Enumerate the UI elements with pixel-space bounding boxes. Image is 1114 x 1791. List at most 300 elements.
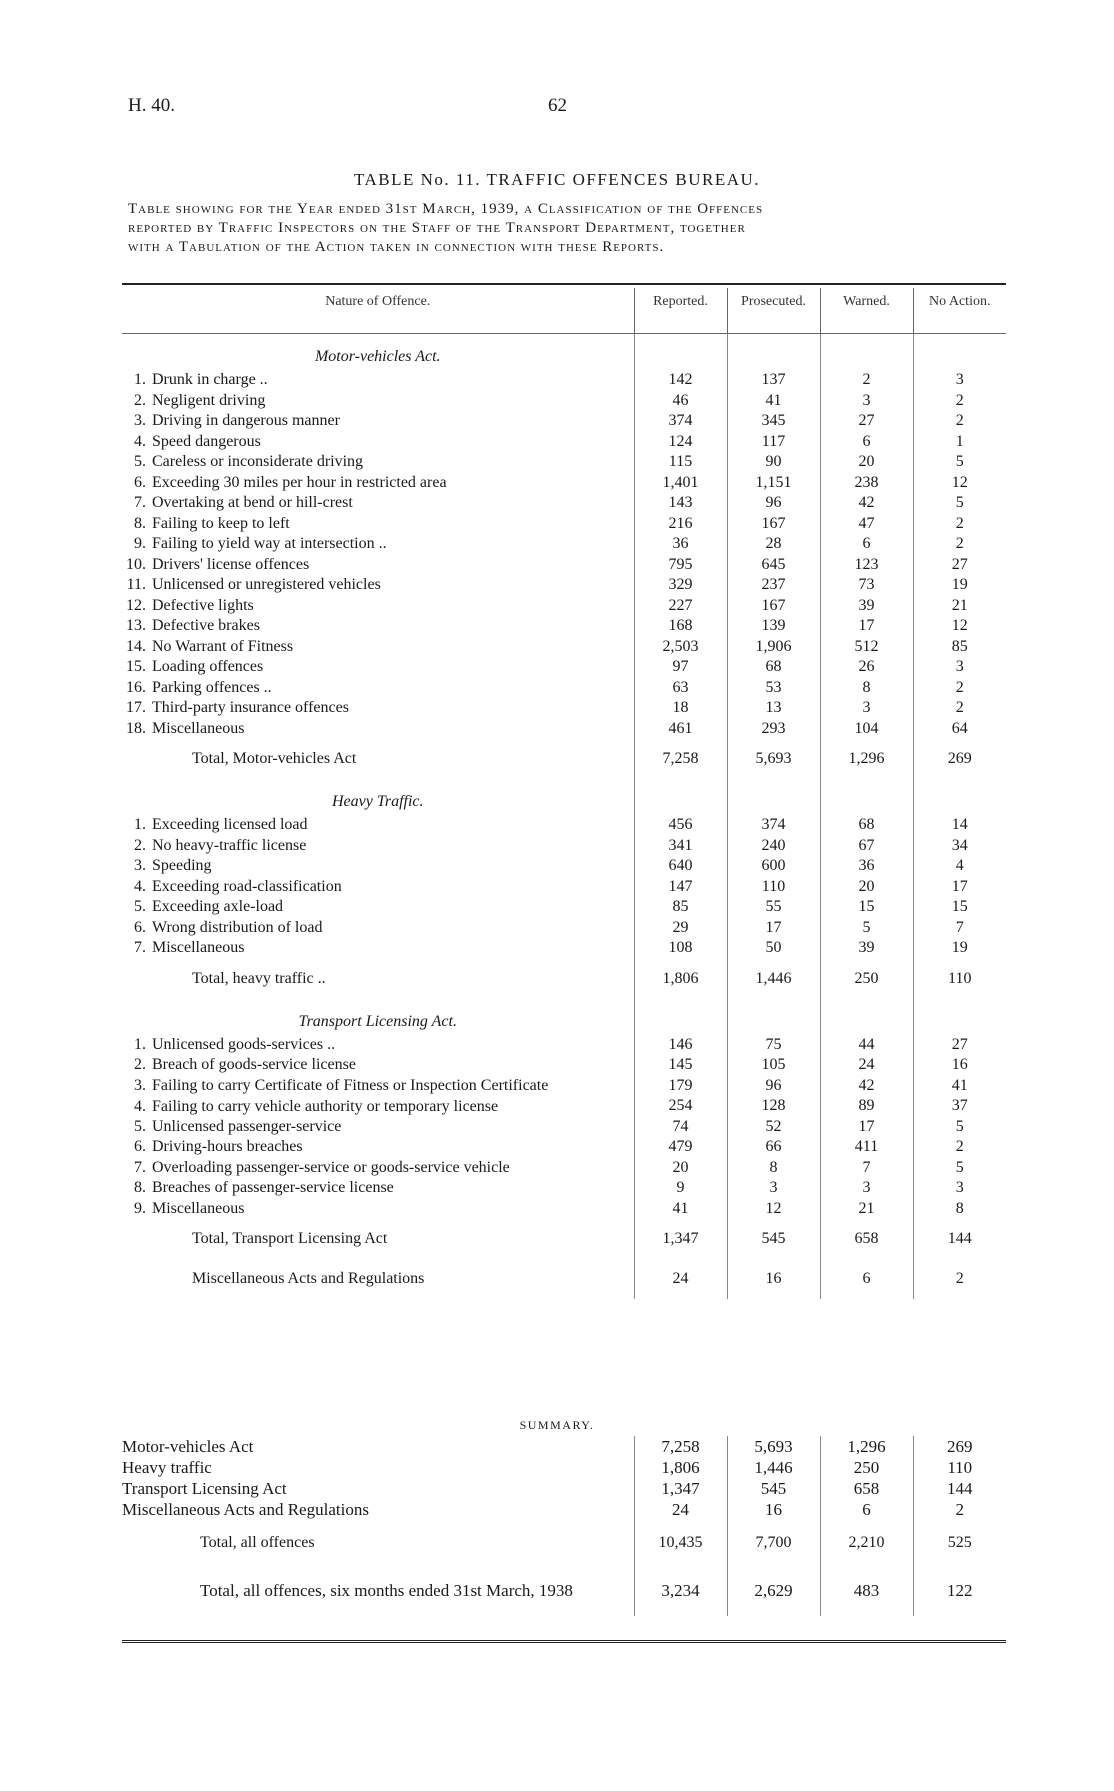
misc-no-action: 2 — [913, 1259, 1006, 1299]
reported-value: 640 — [634, 856, 727, 877]
empty-cell — [634, 779, 727, 815]
section-total-row — [122, 959, 1006, 999]
offence-label: Loading offences — [152, 658, 264, 676]
row-number: 5. — [134, 898, 146, 916]
row-number: 14. — [126, 637, 146, 655]
reported-value: 795 — [634, 555, 727, 576]
row-number: 4. — [134, 1097, 146, 1115]
reported-value: 227 — [634, 596, 727, 617]
warned-value: 3 — [820, 698, 913, 719]
summary-reported: 7,258 — [634, 1436, 727, 1457]
empty-cell — [727, 334, 820, 371]
summary-no-action: 110 — [913, 1457, 1006, 1478]
empty-cell — [913, 779, 1006, 815]
table-row — [122, 657, 1006, 678]
row-number: 2. — [134, 836, 146, 854]
reported-value: 142 — [634, 370, 727, 391]
prosecuted-value: 110 — [727, 877, 820, 898]
row-number: 1. — [134, 371, 146, 389]
summary-reported: 1,806 — [634, 1457, 727, 1478]
offence-cell — [122, 1035, 634, 1056]
warned-value: 15 — [820, 897, 913, 918]
row-number: 12. — [126, 596, 146, 614]
no-action-value: 2 — [913, 514, 1006, 535]
offence-label: Driving-hours breaches — [152, 1138, 303, 1156]
warned-value: 47 — [820, 514, 913, 535]
reported-value: 374 — [634, 411, 727, 432]
summary-total-reported: 3,234 — [634, 1564, 727, 1616]
offence-cell — [122, 1117, 634, 1138]
summary-no-action: 269 — [913, 1436, 1006, 1457]
reported-value: 341 — [634, 836, 727, 857]
total-no-action: 110 — [913, 959, 1006, 999]
summary-prosecuted: 545 — [727, 1478, 820, 1499]
table-row — [122, 877, 1006, 898]
warned-value: 6 — [820, 534, 913, 555]
summary-no-action: 2 — [913, 1499, 1006, 1520]
total-label: Total, Motor-vehicles Act — [192, 750, 357, 767]
empty-cell — [820, 999, 913, 1035]
column-header-no-action: No Action. — [913, 288, 1006, 334]
reported-value: 85 — [634, 897, 727, 918]
prosecuted-value: 345 — [727, 411, 820, 432]
table-row — [122, 575, 1006, 596]
warned-value: 123 — [820, 555, 913, 576]
offence-label: Exceeding licensed load — [152, 816, 308, 834]
warned-value: 42 — [820, 1076, 913, 1097]
prosecuted-value: 1,906 — [727, 637, 820, 658]
table-row — [122, 815, 1006, 836]
offence-cell — [122, 391, 634, 412]
reported-value: 479 — [634, 1137, 727, 1158]
prosecuted-value: 75 — [727, 1035, 820, 1056]
no-action-value: 37 — [913, 1096, 1006, 1117]
table-row — [122, 473, 1006, 494]
page-header — [128, 95, 1008, 119]
empty-cell — [634, 334, 727, 371]
offence-label: Exceeding axle-load — [152, 898, 284, 916]
row-number: 7. — [134, 494, 146, 512]
no-action-value: 2 — [913, 678, 1006, 699]
offence-label: Parking offences .. — [152, 678, 272, 696]
warned-value: 73 — [820, 575, 913, 596]
warned-value: 89 — [820, 1096, 913, 1117]
misc-prosecuted: 16 — [727, 1259, 820, 1299]
reported-value: 97 — [634, 657, 727, 678]
no-action-value: 14 — [913, 815, 1006, 836]
offence-label: Speed dangerous — [152, 432, 261, 450]
no-action-value: 27 — [913, 555, 1006, 576]
offence-label: No Warrant of Fitness — [152, 637, 294, 655]
prosecuted-value: 8 — [727, 1158, 820, 1179]
warned-value: 3 — [820, 391, 913, 412]
prosecuted-value: 96 — [727, 493, 820, 514]
reported-value: 461 — [634, 719, 727, 740]
offences-body — [122, 334, 1006, 1300]
warned-value: 5 — [820, 918, 913, 939]
no-action-value: 85 — [913, 637, 1006, 658]
reported-value: 1,401 — [634, 473, 727, 494]
empty-cell — [820, 334, 913, 371]
no-action-value: 5 — [913, 452, 1006, 473]
summary-total-row — [122, 1520, 1006, 1564]
row-number: 2. — [134, 1056, 146, 1074]
warned-value: 20 — [820, 452, 913, 473]
prosecuted-value: 90 — [727, 452, 820, 473]
reported-value: 46 — [634, 391, 727, 412]
misc-reported: 24 — [634, 1259, 727, 1299]
no-action-value: 21 — [913, 596, 1006, 617]
summary-reported: 24 — [634, 1499, 727, 1520]
summary-heading: SUMMARY. — [519, 1418, 595, 1432]
offence-cell — [122, 514, 634, 535]
table-row — [122, 555, 1006, 576]
row-number: 3. — [134, 412, 146, 430]
warned-value: 26 — [820, 657, 913, 678]
warned-value: 42 — [820, 493, 913, 514]
warned-value: 39 — [820, 596, 913, 617]
prosecuted-value: 96 — [727, 1076, 820, 1097]
offences-table — [122, 288, 1006, 1299]
warned-value: 27 — [820, 411, 913, 432]
prosecuted-value: 28 — [727, 534, 820, 555]
table-row — [122, 452, 1006, 473]
table-row — [122, 514, 1006, 535]
prosecuted-value: 55 — [727, 897, 820, 918]
section-heading: Heavy Traffic. — [331, 793, 424, 810]
total-reported: 1,347 — [634, 1219, 727, 1259]
offence-label: Defective brakes — [152, 617, 260, 635]
prosecuted-value: 12 — [727, 1199, 820, 1220]
warned-value: 6 — [820, 432, 913, 453]
table-row — [122, 1055, 1006, 1076]
no-action-value: 2 — [913, 698, 1006, 719]
row-number: 5. — [134, 1117, 146, 1135]
reported-value: 146 — [634, 1035, 727, 1056]
summary-prosecuted: 5,693 — [727, 1436, 820, 1457]
bottom-rule — [122, 1640, 1006, 1643]
prosecuted-value: 237 — [727, 575, 820, 596]
summary-total-reported: 10,435 — [634, 1520, 727, 1564]
no-action-value: 2 — [913, 411, 1006, 432]
no-action-value: 15 — [913, 897, 1006, 918]
reported-value: 18 — [634, 698, 727, 719]
table-row — [122, 1076, 1006, 1097]
total-reported: 1,806 — [634, 959, 727, 999]
table-row — [122, 1137, 1006, 1158]
six-month-total-row — [122, 1564, 1006, 1616]
reported-value: 74 — [634, 1117, 727, 1138]
warned-value: 512 — [820, 637, 913, 658]
table-row — [122, 596, 1006, 617]
row-number: 8. — [134, 514, 146, 532]
row-number: 18. — [126, 719, 146, 737]
summary-prosecuted: 1,446 — [727, 1457, 820, 1478]
warned-value: 68 — [820, 815, 913, 836]
warned-value: 20 — [820, 877, 913, 898]
no-action-value: 64 — [913, 719, 1006, 740]
reported-value: 63 — [634, 678, 727, 699]
row-number: 13. — [126, 617, 146, 635]
empty-cell — [820, 779, 913, 815]
offence-cell — [122, 432, 634, 453]
reported-value: 36 — [634, 534, 727, 555]
offence-label: Driving in dangerous manner — [152, 412, 340, 430]
no-action-value: 34 — [913, 836, 1006, 857]
section-total-row — [122, 1219, 1006, 1259]
offence-label: Speeding — [152, 857, 212, 875]
row-number: 9. — [134, 1199, 146, 1217]
summary-row — [122, 1436, 1006, 1457]
misc-acts-label: Miscellaneous Acts and Regulations — [192, 1270, 425, 1287]
top-rule — [122, 283, 1006, 285]
row-number: 9. — [134, 535, 146, 553]
column-header-prosecuted: Prosecuted. — [727, 288, 820, 334]
prosecuted-value: 600 — [727, 856, 820, 877]
prosecuted-value: 17 — [727, 918, 820, 939]
total-prosecuted: 5,693 — [727, 739, 820, 779]
reported-value: 29 — [634, 918, 727, 939]
warned-value: 238 — [820, 473, 913, 494]
offence-cell — [122, 616, 634, 637]
prosecuted-value: 645 — [727, 555, 820, 576]
offence-label: Miscellaneous — [152, 1199, 245, 1217]
total-no-action: 269 — [913, 739, 1006, 779]
reported-value: 254 — [634, 1096, 727, 1117]
row-number: 6. — [134, 918, 146, 936]
offence-label: Drunk in charge .. — [152, 371, 268, 389]
table-row — [122, 1117, 1006, 1138]
row-number: 16. — [126, 678, 146, 696]
no-action-value: 1 — [913, 432, 1006, 453]
column-header-reported: Reported. — [634, 288, 727, 334]
offence-label: Failing to yield way at intersection .. — [152, 535, 387, 553]
warned-value: 2 — [820, 370, 913, 391]
empty-cell — [727, 999, 820, 1035]
offence-cell — [122, 1137, 634, 1158]
no-action-value: 5 — [913, 493, 1006, 514]
section-heading: Motor-vehicles Act. — [314, 348, 441, 365]
no-action-value: 2 — [913, 1137, 1006, 1158]
no-action-value: 3 — [913, 1178, 1006, 1199]
prosecuted-value: 68 — [727, 657, 820, 678]
row-number: 11. — [126, 576, 146, 594]
offence-cell — [122, 719, 634, 740]
no-action-value: 12 — [913, 616, 1006, 637]
offence-label: Drivers' license offences — [152, 555, 310, 573]
section-heading-row — [122, 334, 1006, 371]
table-row — [122, 678, 1006, 699]
prosecuted-value: 52 — [727, 1117, 820, 1138]
warned-value: 3 — [820, 1178, 913, 1199]
table-row — [122, 432, 1006, 453]
table-row — [122, 616, 1006, 637]
offence-cell — [122, 698, 634, 719]
offence-label: Failing to carry vehicle authority or temporary license — [152, 1097, 499, 1115]
offence-cell — [122, 815, 634, 836]
row-number: 6. — [134, 1138, 146, 1156]
offence-cell — [122, 411, 634, 432]
misc-acts-row — [122, 1259, 1006, 1299]
summary-prosecuted: 16 — [727, 1499, 820, 1520]
offence-cell — [122, 1076, 634, 1097]
prosecuted-value: 41 — [727, 391, 820, 412]
summary-row — [122, 1478, 1006, 1499]
row-number: 10. — [126, 555, 146, 573]
prosecuted-value: 3 — [727, 1178, 820, 1199]
offence-label: Failing to carry Certificate of Fitness or Inspection Certificate — [152, 1077, 549, 1095]
table-row — [122, 938, 1006, 959]
prosecuted-value: 66 — [727, 1137, 820, 1158]
summary-row — [122, 1499, 1006, 1520]
total-reported: 7,258 — [634, 739, 727, 779]
summary-reported: 1,347 — [634, 1478, 727, 1499]
row-number: 4. — [134, 432, 146, 450]
table-row — [122, 897, 1006, 918]
no-action-value: 8 — [913, 1199, 1006, 1220]
table-row — [122, 493, 1006, 514]
summary-label: Miscellaneous Acts and Regulations — [122, 1500, 369, 1519]
offence-cell — [122, 493, 634, 514]
offence-cell — [122, 1158, 634, 1179]
summary-warned: 250 — [820, 1457, 913, 1478]
row-number: 15. — [126, 658, 146, 676]
no-action-value: 17 — [913, 877, 1006, 898]
row-number: 7. — [134, 939, 146, 957]
reported-value: 41 — [634, 1199, 727, 1220]
summary-total-prosecuted: 2,629 — [727, 1564, 820, 1616]
warned-value: 411 — [820, 1137, 913, 1158]
summary-total-label: Total, all offences — [200, 1533, 315, 1551]
description-line: Table showing for the Year ended 31st March, 1939, a Classification of the Offences — [128, 201, 764, 217]
offence-label: Negligent driving — [152, 391, 266, 409]
warned-value: 104 — [820, 719, 913, 740]
section-heading-row — [122, 999, 1006, 1035]
no-action-value: 5 — [913, 1117, 1006, 1138]
prosecuted-value: 50 — [727, 938, 820, 959]
table-row — [122, 836, 1006, 857]
offence-label: Overloading passenger-service or goods-service vehicle — [152, 1159, 510, 1177]
row-number: 3. — [134, 1077, 146, 1095]
no-action-value: 12 — [913, 473, 1006, 494]
total-warned: 250 — [820, 959, 913, 999]
offence-cell — [122, 678, 634, 699]
prosecuted-value: 1,151 — [727, 473, 820, 494]
empty-cell — [913, 999, 1006, 1035]
offence-cell — [122, 1178, 634, 1199]
offence-cell — [122, 575, 634, 596]
total-label: Total, Transport Licensing Act — [192, 1230, 388, 1247]
total-label: Total, heavy traffic .. — [192, 969, 326, 987]
table-row — [122, 1178, 1006, 1199]
reported-value: 456 — [634, 815, 727, 836]
offence-cell — [122, 938, 634, 959]
reported-value: 2,503 — [634, 637, 727, 658]
table-row — [122, 370, 1006, 391]
row-number: 6. — [134, 473, 146, 491]
summary-total-warned: 2,210 — [820, 1520, 913, 1564]
no-action-value: 7 — [913, 918, 1006, 939]
row-number: 4. — [134, 877, 146, 895]
reported-value: 20 — [634, 1158, 727, 1179]
warned-value: 24 — [820, 1055, 913, 1076]
prosecuted-value: 137 — [727, 370, 820, 391]
row-number: 8. — [134, 1179, 146, 1197]
warned-value: 21 — [820, 1199, 913, 1220]
offence-label: Failing to keep to left — [152, 514, 290, 532]
table-description — [128, 200, 1003, 257]
table-row — [122, 391, 1006, 412]
summary-label: Motor-vehicles Act — [122, 1437, 254, 1456]
warned-value: 67 — [820, 836, 913, 857]
offence-cell — [122, 1055, 634, 1076]
column-header-row — [122, 288, 1006, 334]
reported-value: 145 — [634, 1055, 727, 1076]
total-no-action: 144 — [913, 1219, 1006, 1259]
prosecuted-value: 117 — [727, 432, 820, 453]
reported-value: 9 — [634, 1178, 727, 1199]
section-heading-row — [122, 779, 1006, 815]
table-title: TABLE No. 11. TRAFFIC OFFENCES BUREAU. — [353, 170, 761, 189]
empty-cell — [634, 999, 727, 1035]
total-warned: 1,296 — [820, 739, 913, 779]
offence-cell — [122, 596, 634, 617]
table-row — [122, 637, 1006, 658]
row-number: 5. — [134, 453, 146, 471]
prosecuted-value: 13 — [727, 698, 820, 719]
offence-cell — [122, 1199, 634, 1220]
summary-total-warned: 483 — [820, 1564, 913, 1616]
table-row — [122, 719, 1006, 740]
row-number: 3. — [134, 857, 146, 875]
misc-warned: 6 — [820, 1259, 913, 1299]
section-heading: Transport Licensing Act. — [298, 1012, 457, 1030]
summary-total-no-action: 525 — [913, 1520, 1006, 1564]
empty-cell — [913, 334, 1006, 371]
no-action-value: 3 — [913, 370, 1006, 391]
table-row — [122, 856, 1006, 877]
summary-row — [122, 1457, 1006, 1478]
reported-value: 329 — [634, 575, 727, 596]
page-number: 62 — [548, 95, 567, 116]
prosecuted-value: 167 — [727, 514, 820, 535]
table-row — [122, 918, 1006, 939]
reported-value: 168 — [634, 616, 727, 637]
description-line: reported by Traffic Inspectors on the Staff of the Transport Department, together — [128, 220, 746, 236]
no-action-value: 2 — [913, 391, 1006, 412]
offence-label: Defective lights — [152, 596, 254, 614]
summary-label: Transport Licensing Act — [122, 1479, 287, 1498]
table-row — [122, 698, 1006, 719]
offence-label: Unlicensed passenger-service — [152, 1117, 342, 1135]
description-line: with a Tabulation of the Action taken in connection with these Reports. — [128, 239, 665, 255]
offence-cell — [122, 1096, 634, 1117]
offence-cell — [122, 473, 634, 494]
offence-label: Overtaking at bend or hill-crest — [152, 494, 353, 512]
warned-value: 17 — [820, 1117, 913, 1138]
offence-cell — [122, 856, 634, 877]
prosecuted-value: 128 — [727, 1096, 820, 1117]
offence-cell — [122, 836, 634, 857]
no-action-value: 19 — [913, 938, 1006, 959]
no-action-value: 16 — [913, 1055, 1006, 1076]
offence-label: Third-party insurance offences — [152, 699, 349, 717]
prosecuted-value: 293 — [727, 719, 820, 740]
reported-value: 108 — [634, 938, 727, 959]
empty-cell — [727, 779, 820, 815]
offence-label: Breaches of passenger-service license — [152, 1179, 394, 1197]
reported-value: 143 — [634, 493, 727, 514]
